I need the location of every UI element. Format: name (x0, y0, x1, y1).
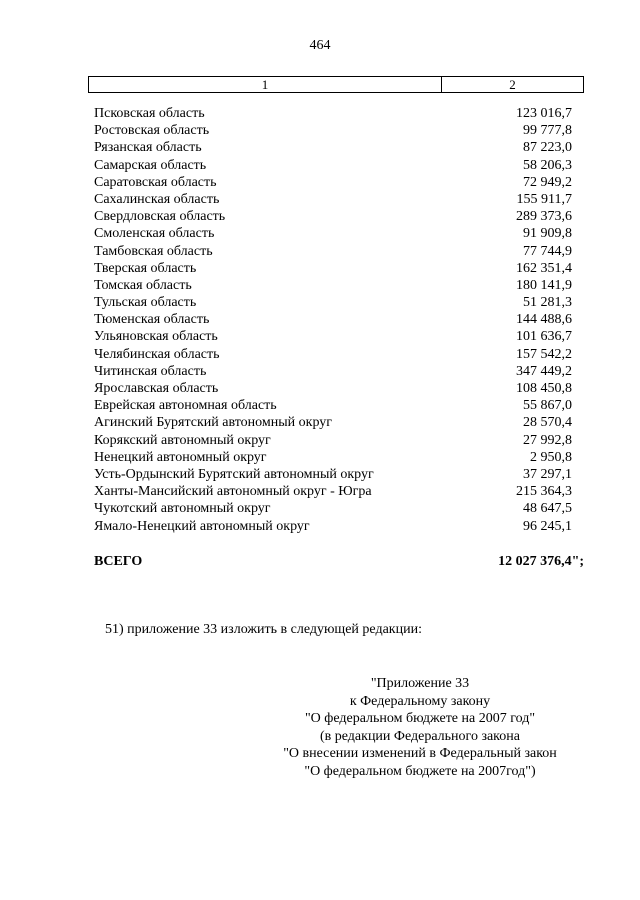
table-row (94, 277, 572, 294)
region-value: 155 911,7 (516, 191, 572, 207)
region-name: Рязанская область (94, 140, 202, 156)
table-row (94, 346, 572, 363)
table-row (94, 260, 572, 277)
region-value: 55 867,0 (523, 398, 572, 414)
table-row (94, 208, 572, 225)
region-value: 87 223,0 (523, 140, 572, 156)
region-name: Свердловская область (94, 209, 226, 225)
region-name: Ульяновская область (94, 329, 218, 345)
appendix-line: "Приложение 33 (370, 676, 470, 691)
total-label: ВСЕГО (94, 554, 143, 569)
region-value: 77 744,9 (523, 243, 572, 259)
region-value: 162 351,4 (516, 260, 572, 276)
appendix-line: "О федеральном бюджете на 2007 год" (304, 711, 536, 726)
region-value: 58 206,3 (523, 157, 572, 173)
region-value: 2 950,8 (530, 449, 572, 465)
region-name: Читинская область (94, 363, 207, 379)
column-header-2: 2 (509, 77, 516, 92)
region-value: 99 777,8 (523, 123, 572, 139)
region-name: Тюменская область (94, 312, 210, 328)
table-row (94, 518, 572, 535)
table-row (94, 294, 572, 311)
region-name: Самарская область (94, 157, 207, 173)
region-name: Усть-Ордынский Бурятский автономный округ (94, 466, 374, 482)
region-name: Ненецкий автономный округ (94, 449, 267, 465)
region-name: Ханты-Мансийский автономный округ - Югра (94, 484, 372, 500)
region-name: Челябинская область (94, 346, 220, 362)
total-value: 12 027 376,4"; (498, 554, 584, 569)
region-value: 48 647,5 (523, 501, 572, 517)
region-name: Еврейская автономная область (94, 398, 277, 414)
table-row (94, 432, 572, 449)
region-value: 180 141,9 (516, 277, 572, 293)
page-number: 464 (309, 38, 331, 53)
total-row (94, 554, 584, 570)
region-value: 101 636,7 (516, 329, 572, 345)
table-row (94, 380, 572, 397)
appendix-heading (200, 675, 640, 780)
region-name: Тульская область (94, 295, 197, 311)
region-name: Саратовская область (94, 174, 217, 190)
region-name: Сахалинская область (94, 191, 220, 207)
region-name: Томская область (94, 277, 192, 293)
region-name: Ямало-Ненецкий автономный округ (94, 518, 310, 534)
table-row (94, 191, 572, 208)
table-row (94, 414, 572, 431)
region-name: Агинский Бурятский автономный округ (94, 415, 332, 431)
appendix-line: (в редакции Федерального закона (320, 728, 520, 744)
appendix-line: "О федеральном бюджете на 2007год") (304, 763, 536, 779)
column-header-1: 1 (89, 77, 442, 92)
region-value: 91 909,8 (523, 226, 572, 242)
table-row (94, 328, 572, 345)
appendix-line: к Федеральному закону (349, 693, 491, 709)
region-value: 123 016,7 (516, 106, 572, 121)
table-row (94, 139, 572, 156)
region-value: 51 281,3 (523, 295, 572, 311)
region-value: 289 373,6 (516, 209, 572, 225)
region-value: 27 992,8 (523, 432, 572, 448)
region-value: 37 297,1 (523, 466, 572, 482)
region-value: 347 449,2 (516, 363, 572, 379)
region-value: 72 949,2 (523, 174, 572, 190)
region-name: Ярославская область (94, 381, 219, 396)
region-name: Ростовская область (94, 123, 210, 139)
region-value: 96 245,1 (523, 518, 572, 534)
region-value: 157 542,2 (516, 346, 572, 362)
table-row (94, 157, 572, 174)
region-name: Смоленская область (94, 226, 215, 242)
table-row (94, 122, 572, 139)
instruction-text: 51) приложение 33 изложить в следующей редакции: (105, 622, 422, 637)
table-row (94, 449, 572, 466)
region-name: Корякский автономный округ (94, 432, 271, 448)
region-name: Псковская область (94, 106, 205, 121)
table-row (94, 105, 572, 122)
table-row (94, 311, 572, 328)
region-name: Тамбовская область (94, 243, 213, 259)
table-row (94, 466, 572, 483)
region-value: 215 364,3 (516, 484, 572, 500)
table-row (94, 483, 572, 500)
table-row (94, 397, 572, 414)
appendix-line: "О внесении изменений в Федеральный закон (283, 746, 557, 761)
table-row (94, 363, 572, 380)
region-value: 28 570,4 (523, 415, 572, 431)
table-row (94, 174, 572, 191)
region-value: 144 488,6 (516, 312, 572, 328)
region-name: Тверская область (94, 260, 197, 276)
table-row (94, 225, 572, 242)
region-table (94, 105, 572, 535)
region-name: Чукотский автономный округ (94, 501, 271, 517)
table-row (94, 243, 572, 260)
table-header (88, 76, 584, 93)
region-value: 108 450,8 (516, 381, 572, 396)
table-row (94, 500, 572, 517)
